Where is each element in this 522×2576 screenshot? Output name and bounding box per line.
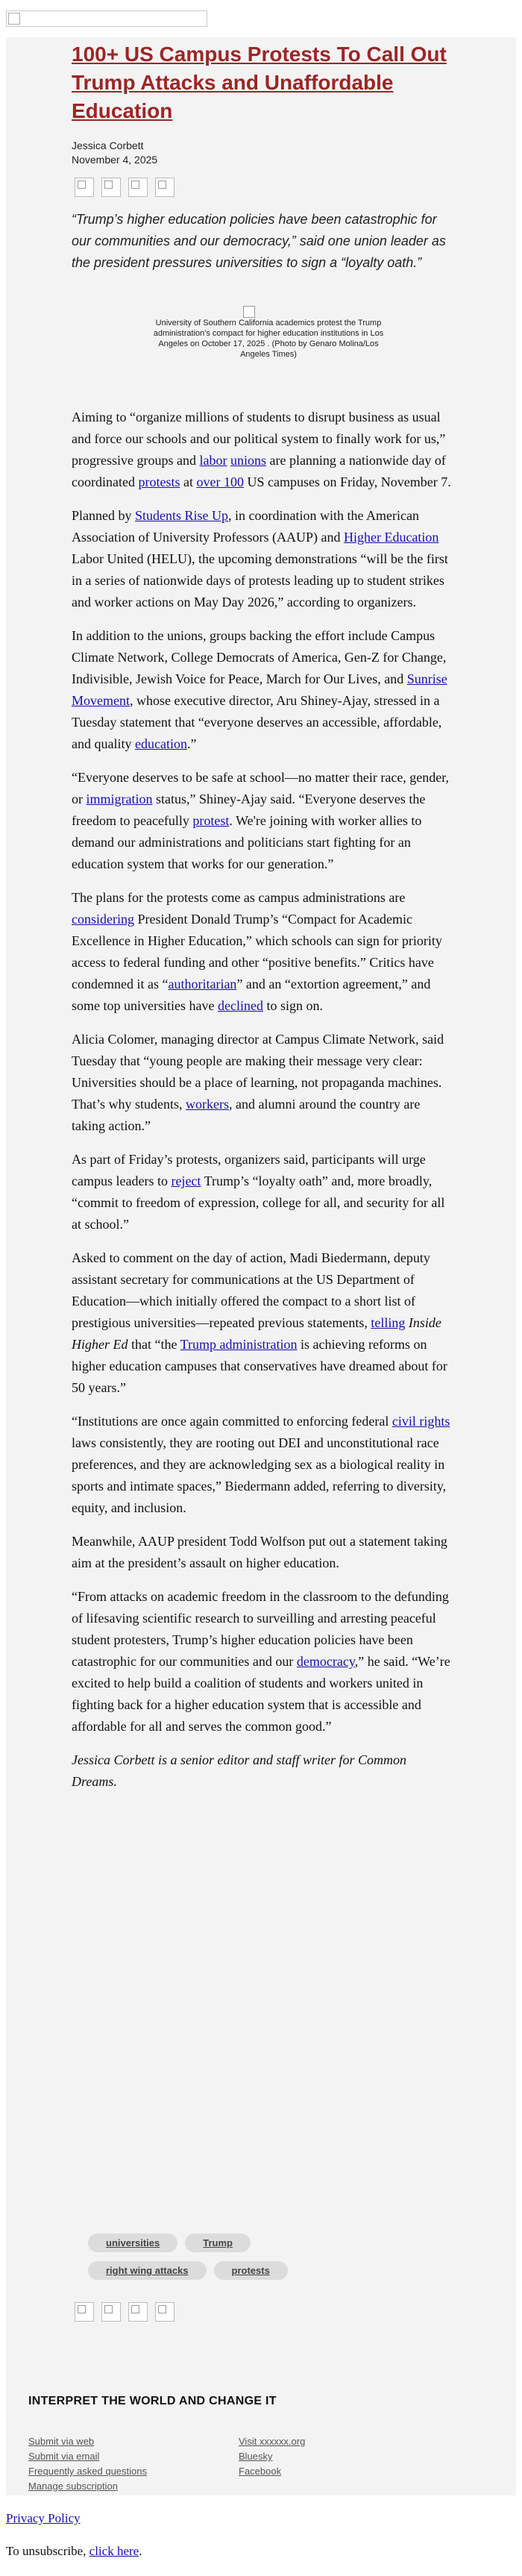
link-education[interactable]: education xyxy=(134,736,187,751)
footer-title: INTERPRET THE WORLD AND CHANGE IT xyxy=(28,2395,277,2407)
facebook-share-icon[interactable] xyxy=(75,2302,94,2322)
text: Alicia Colomer, managing director at Campus Climate Network, said Tuesday that “young people are making their message very clear: Universities should be a place of learning, not propaganda machines. That’s why students, xyxy=(72,1032,444,1112)
submit-email-link[interactable]: Submit via email xyxy=(28,2451,100,2462)
author-bio xyxy=(72,1749,452,1793)
text: to sign on. xyxy=(262,998,323,1013)
text: Asked to comment on the day of action, Madi Biedermann, deputy assistant secretary for communications at the US Department of Education—which initially offered the compact to a short list of prestigious universities—repeated previous statements, xyxy=(72,1250,430,1330)
text: President Donald Trump’s “Compact for Academic Excellence in Higher Education,” which schools can sign for priority access to federal funding and other “positive benefits.” Critics have condemned it as “ xyxy=(72,912,442,991)
faq-link[interactable]: Frequently asked questions xyxy=(28,2466,147,2477)
unsubscribe-text: To unsubscribe, xyxy=(6,2544,89,2558)
article-photo-icon xyxy=(243,306,255,318)
link-authoritarian[interactable]: authoritarian xyxy=(168,977,237,991)
link-civil-rights[interactable]: civil rights xyxy=(392,1414,450,1429)
link-reject[interactable]: reject xyxy=(171,1173,201,1188)
text: US campuses on Friday, November 7. xyxy=(243,474,451,489)
link-telling[interactable]: telling xyxy=(371,1315,406,1330)
photo-caption: University of Southern California academics protest the Trump administration's compact for higher education institutions in Los Angeles on October 17, 2025 . (Photo by Genaro Molina/Los Angeles Times) xyxy=(153,319,384,359)
paragraph-11 xyxy=(72,1586,452,1737)
byline xyxy=(72,139,452,167)
link-declined[interactable]: declined xyxy=(217,998,263,1013)
paragraph-3 xyxy=(72,625,452,755)
link-protest[interactable]: protest xyxy=(192,813,230,828)
paragraph-5 xyxy=(72,887,452,1017)
text: The plans for the protests come as campus administrations are xyxy=(72,890,406,905)
tag-list xyxy=(88,2234,431,2289)
tag-universities[interactable]: universities xyxy=(88,2234,177,2252)
privacy-policy-link[interactable]: Privacy Policy xyxy=(6,2511,81,2525)
footer-links-left xyxy=(28,2434,147,2494)
article-card xyxy=(6,37,516,2495)
link-over-100[interactable]: over 100 xyxy=(196,474,244,489)
unsubscribe-link[interactable]: click here xyxy=(89,2544,139,2558)
twitter-share-icon[interactable] xyxy=(101,178,121,197)
paragraph-10: Meanwhile, AAUP president Todd Wolfson put out a statement taking aim at the president’s assault on higher education. xyxy=(72,1534,447,1570)
tag-right-wing-attacks[interactable]: right wing attacks xyxy=(88,2261,207,2280)
text: at xyxy=(180,474,197,489)
text: As part of Friday’s protests, organizers said, participants will urge campus leaders to xyxy=(72,1152,426,1188)
facebook-link[interactable]: Facebook xyxy=(239,2466,282,2477)
paragraph-4 xyxy=(72,767,452,875)
link-immigration[interactable]: immigration xyxy=(86,792,153,806)
paragraph-2 xyxy=(72,505,452,613)
unsubscribe-end: . xyxy=(139,2544,142,2558)
link-share-icon[interactable] xyxy=(155,2302,174,2322)
text: Labor United (HELU), the upcoming demonstrations “will be the first in a series of nationwide days of protests leading up to student strikes and worker actions on May Day 2026,” according to organizers. xyxy=(72,551,448,609)
author-name: Jessica Corbett xyxy=(72,140,144,151)
unsubscribe-line xyxy=(6,2544,142,2559)
text: “From attacks on academic freedom in the classroom to the defunding of lifesaving scientific research to surveilling and arresting peaceful student protesters, Trump’s higher education policies have been catastrophic for our communities and our xyxy=(72,1589,449,1669)
paragraph-8 xyxy=(72,1247,452,1399)
link-labor[interactable]: labor xyxy=(199,453,227,468)
bluesky-link[interactable]: Bluesky xyxy=(239,2451,273,2462)
visit-site-link[interactable]: Visit xxxxxx.org xyxy=(239,2436,306,2447)
article-body xyxy=(72,407,452,1805)
text: , and alumni around the country are taking action.” xyxy=(72,1097,421,1133)
text: is achieving reforms on higher education campuses that conservatives have dreamed about for 50 years.” xyxy=(72,1337,447,1395)
bio-text: Jessica Corbett is a senior editor and staff writer for Common Dreams. xyxy=(72,1752,407,1789)
text: ,” he said. “We’re excited to help build a coalition of students and workers united in fighting back for a higher education system that is accessible and affordable for all and serves the common good.” xyxy=(72,1654,450,1734)
link-trump-administration[interactable]: Trump administration xyxy=(180,1337,298,1352)
text: , whose executive director, Aru Shiney-Ajay, stressed in a Tuesday statement that “everyone deserves an accessible, affordable, and quality xyxy=(72,693,442,751)
paragraph-9 xyxy=(72,1411,452,1519)
article-title[interactable]: 100+ US Campus Protests To Call Out Trump Attacks and Unaffordable Education xyxy=(72,43,447,122)
publish-date: November 4, 2025 xyxy=(72,154,158,166)
paragraph-1 xyxy=(72,407,452,493)
text: . We're joining with worker allies to demand our administrations and politicians start fighting for an education system that works for our generation.” xyxy=(72,813,422,871)
text: Planned by xyxy=(72,508,135,523)
link-share-icon[interactable] xyxy=(155,178,174,197)
manage-subscription-link[interactable]: Manage subscription xyxy=(28,2481,118,2492)
publication-name: Inside Higher Ed xyxy=(72,1315,441,1352)
twitter-share-icon[interactable] xyxy=(101,2302,121,2322)
link-protests[interactable]: protests xyxy=(138,474,180,489)
email-share-icon[interactable] xyxy=(128,2302,148,2322)
footer-links-right xyxy=(239,2434,305,2479)
tag-trump[interactable]: Trump xyxy=(185,2234,251,2252)
facebook-share-icon[interactable] xyxy=(75,178,94,197)
text: laws consistently, they are rooting out DEI and unconstitutional race preferences, and they are acknowledging sex as a biological reality in sports and intimate spaces,” Biedermann added, referring to diversity, equity, and inclusion. xyxy=(72,1435,447,1515)
tag-protests[interactable]: protests xyxy=(214,2261,288,2280)
submit-web-link[interactable]: Submit via web xyxy=(28,2436,95,2447)
share-icons-bottom xyxy=(75,2302,174,2322)
email-share-icon[interactable] xyxy=(128,178,148,197)
text: “Institutions are once again committed to enforcing federal xyxy=(72,1414,392,1429)
link-unions[interactable]: unions xyxy=(230,453,266,468)
text: In addition to the unions, groups backing the effort include Campus Climate Network, College Democrats of America, Gen-Z for Change, Indivisible, Jewish Voice for Peace, March for Our Lives, and xyxy=(72,628,447,686)
text: , in coordination with the American Association of University Professors (AAUP) and xyxy=(72,508,419,545)
broken-image-icon xyxy=(8,13,20,25)
text: .” xyxy=(186,736,197,751)
paragraph-7 xyxy=(72,1149,452,1235)
link-sunrise-movement[interactable]: Sunrise Movement xyxy=(72,671,447,708)
text: are planning a nationwide day of coordinated xyxy=(72,453,446,489)
article-lede: “Trump’s higher education policies have been catastrophic for our communities and our democracy,” said one union leader as the president pressures universities to sign a “loyalty oath.” xyxy=(72,212,446,270)
text: “Everyone deserves to be safe at school—no matter their race, gender, or xyxy=(72,770,450,806)
link-workers[interactable]: workers xyxy=(186,1097,229,1112)
link-democracy[interactable]: democracy xyxy=(296,1654,355,1669)
text: status,” Shiney-Ajay said. “Everyone deserves the freedom to peacefully xyxy=(72,792,426,828)
link-considering[interactable]: considering xyxy=(72,912,134,927)
header-banner-image xyxy=(6,10,207,27)
text: Aiming to “organize millions of students to disrupt business as usual and force our schools and our political system to finally work for us,” progressive groups and xyxy=(72,410,446,468)
paragraph-6 xyxy=(72,1029,452,1137)
link-higher-education[interactable]: Higher Education xyxy=(343,530,439,545)
text: ” and an “extortion agreement,” and some top universities have xyxy=(72,977,431,1013)
text: Trump’s “loyalty oath” and, more broadly, “commit to freedom of expression, college for all, and security for all at school.” xyxy=(72,1173,445,1232)
text: that “the xyxy=(128,1337,180,1352)
link-students-rise-up[interactable]: Students Rise Up xyxy=(135,508,229,523)
share-icons-top xyxy=(75,178,174,197)
